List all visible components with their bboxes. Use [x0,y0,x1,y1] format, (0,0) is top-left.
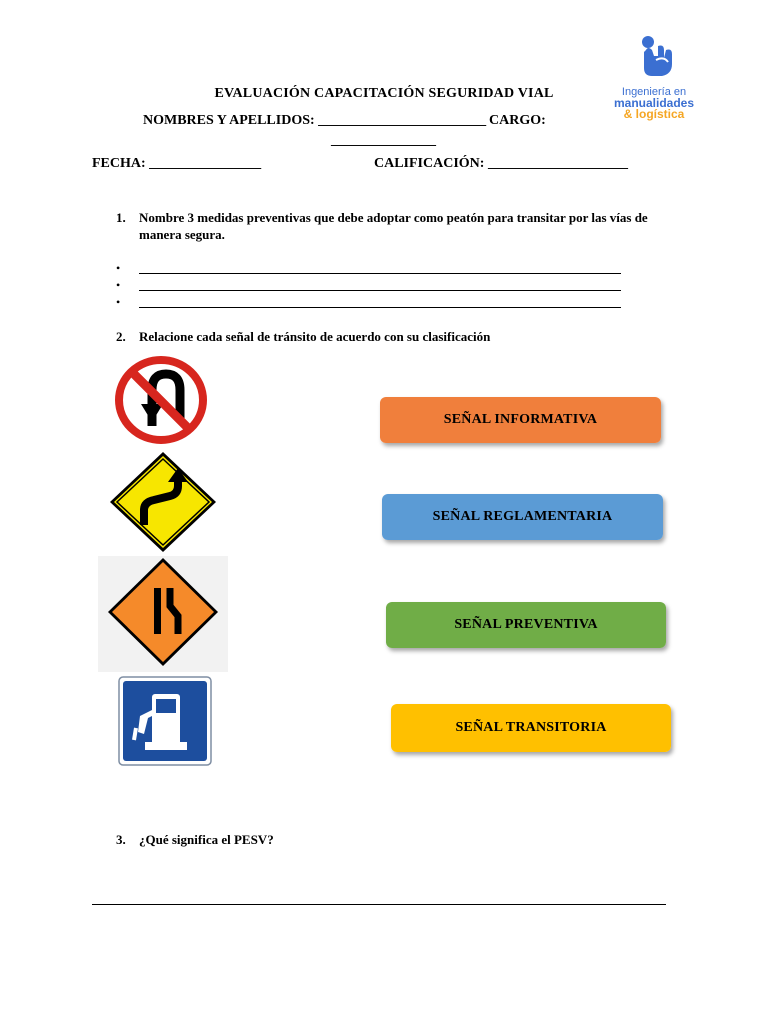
category-transitoria-button[interactable] [391,704,671,752]
page-title: EVALUACIÓN CAPACITACIÓN SEGURIDAD VIAL [214,86,554,101]
cargo-field-label: CARGO: [489,113,546,128]
logo-line3 [606,109,702,120]
gas-station-sign-icon [118,676,212,766]
question3-text: ¿Qué significa el PESV? [139,832,274,847]
question3-number: 3. [116,832,126,847]
lane-narrowing-sign-icon [98,556,228,672]
answer3-line[interactable] [139,307,621,308]
answer1-line[interactable] [139,273,621,274]
winding-road-sign-icon [108,450,218,554]
fecha-field-label: FECHA: ________________ [92,156,262,171]
question2-text: Relacione cada señal de tránsito de acuerdo con su clasificación [139,329,491,344]
logo-hand-icon [606,34,702,82]
company-logo [606,34,702,124]
question1-number: 1. [116,210,126,225]
no-u-turn-sign-icon [114,356,208,444]
question2-number: 2. [116,329,126,344]
answer2-bullet: • [116,278,121,292]
question3-answer-line[interactable] [92,904,666,905]
logo-line2: manualidades [613,96,695,110]
logo-ampersand: & [623,107,633,121]
category-transitoria-label: SEÑAL TRANSITORIA [455,720,607,735]
logo-line1: Ingeniería en [621,86,687,98]
category-informativa-label: SEÑAL INFORMATIVA [443,412,598,427]
category-reglamentaria-label: SEÑAL REGLAMENTARIA [432,509,613,524]
question1-text: Nombre 3 medidas preventivas que debe adoptar como peatón para transitar por las vías de manera segura. [139,210,648,242]
names-field-label: NOMBRES Y APELLIDOS: ________________________ [143,113,487,128]
category-reglamentaria-button[interactable] [382,494,663,540]
calificacion-field-label: CALIFICACIÓN: ____________________ [374,156,628,171]
cargo-field-blank: _______________ [331,133,436,148]
category-preventiva-label: SEÑAL PREVENTIVA [454,617,598,632]
answer3-bullet: • [116,295,121,309]
logo-line3-word: logística [635,107,685,121]
answer2-line[interactable] [139,290,621,291]
answer1-bullet: • [116,261,121,275]
category-informativa-button[interactable] [380,397,661,443]
category-preventiva-button[interactable] [386,602,666,648]
